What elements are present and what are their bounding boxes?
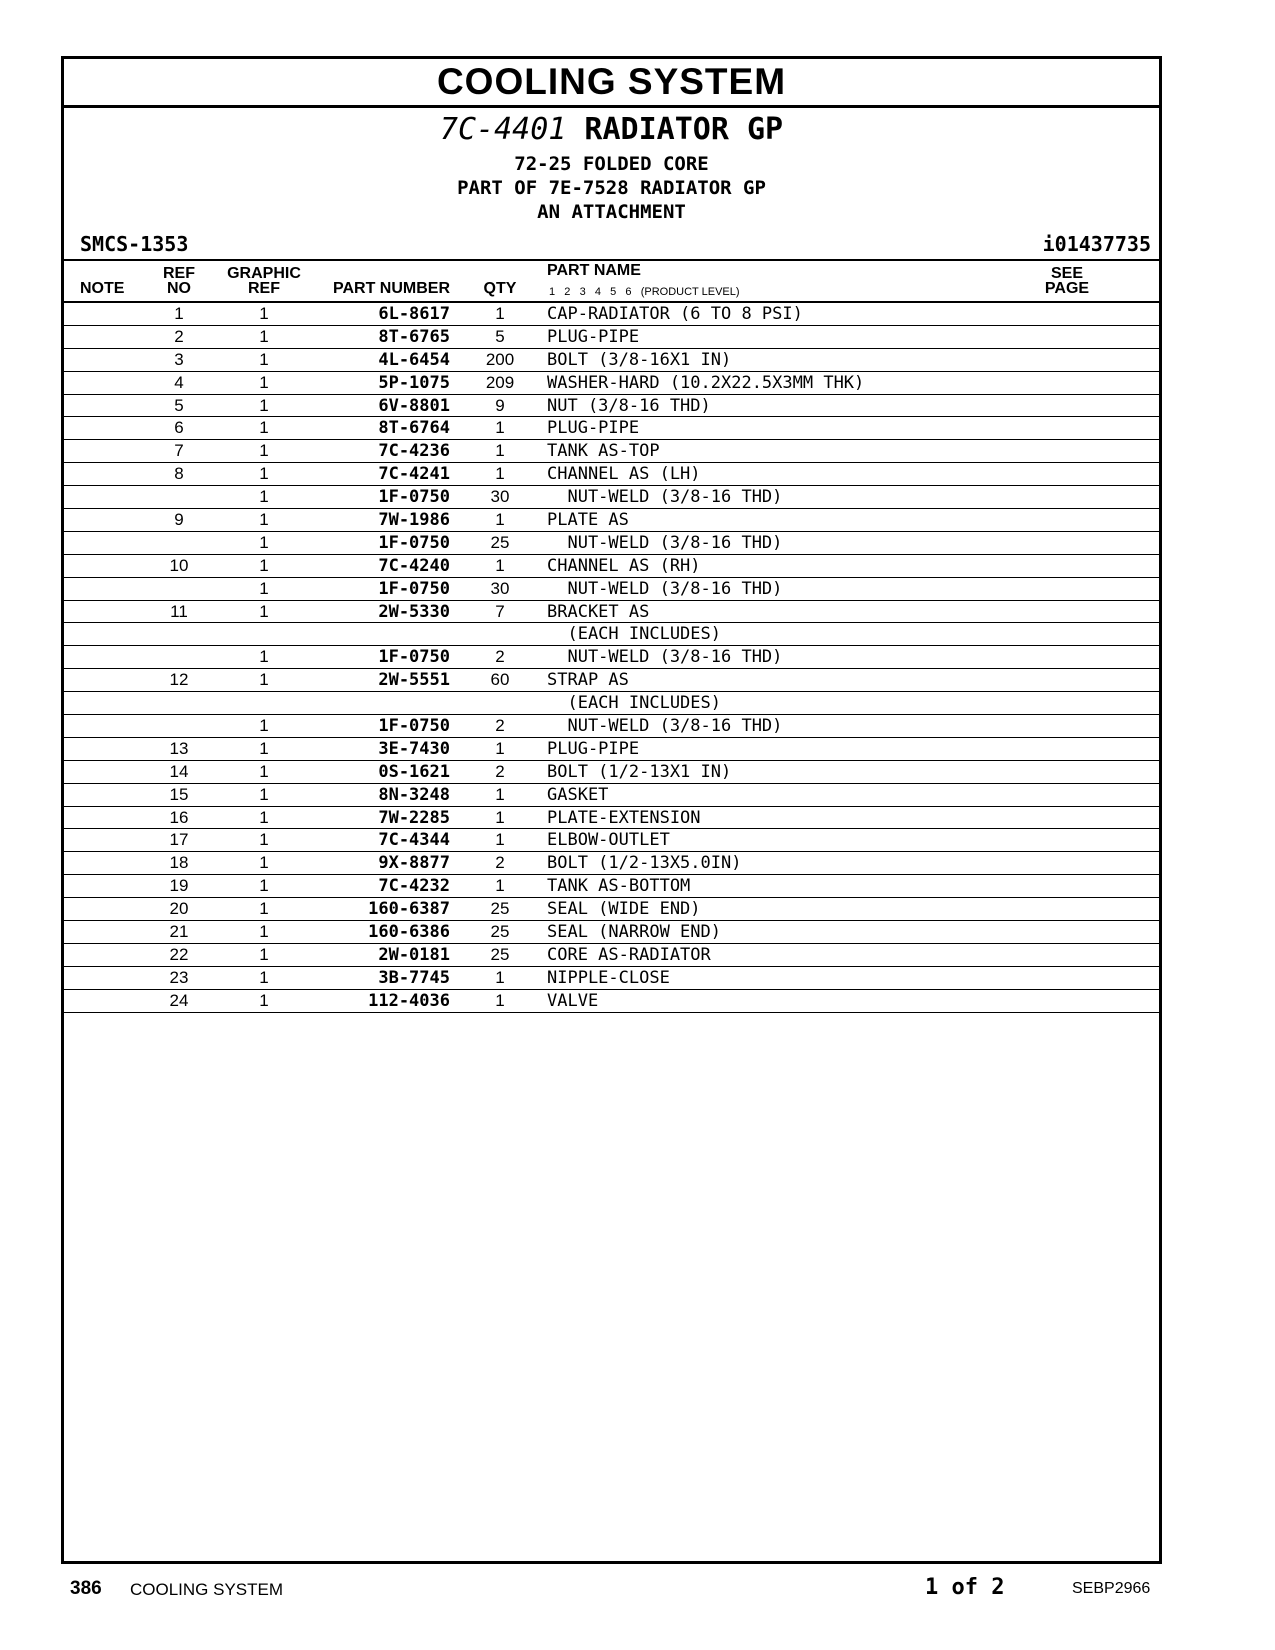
part-name-cell: NUT (3/8-16 THD) — [547, 395, 711, 416]
qty-cell: 1 — [495, 304, 505, 323]
part-number-cell: 7C-4344 — [378, 830, 450, 851]
table-row — [64, 944, 1159, 967]
part-name-cell: BOLT (1/2-13X1 IN) — [547, 761, 732, 782]
part-number-cell: 1F-0750 — [378, 487, 450, 508]
qty-cell: 60 — [490, 670, 510, 690]
ref-no-cell: 15 — [169, 784, 189, 804]
qty-cell: 2 — [495, 716, 505, 736]
graphic-ref-cell: 1 — [259, 418, 269, 438]
table-row — [64, 303, 1159, 326]
document-number: SEBP2966 — [1072, 1580, 1151, 1597]
part-name-cell: NIPPLE-CLOSE — [547, 967, 670, 988]
qty-cell: 1 — [495, 418, 505, 438]
header-see: SEE — [1050, 265, 1083, 282]
part-number-cell: 6V-8801 — [378, 395, 450, 416]
graphic-ref-cell: 1 — [259, 578, 269, 598]
qty-cell: 25 — [490, 944, 510, 964]
table-row — [64, 578, 1159, 601]
part-name-cell: TANK AS-BOTTOM — [547, 876, 691, 897]
graphic-ref-cell: 1 — [259, 464, 269, 484]
part-name-cell: TANK AS-TOP — [547, 441, 660, 462]
graphic-ref-cell: 1 — [259, 967, 269, 987]
table-row — [64, 395, 1159, 418]
ref-no-cell: 19 — [169, 876, 189, 896]
part-name-cell: PLUG-PIPE — [547, 418, 640, 439]
part-number-cell: 5P-1075 — [378, 372, 450, 393]
graphic-ref-cell: 1 — [259, 647, 269, 667]
table-row — [64, 898, 1159, 921]
part-number-cell: 2W-5551 — [378, 670, 450, 691]
ref-no-cell: 21 — [169, 922, 189, 942]
graphic-ref-cell: 1 — [259, 853, 269, 873]
header-graphic: GRAPHIC — [227, 265, 301, 282]
part-name-cell: GASKET — [547, 784, 609, 805]
part-number-cell: 7C-4241 — [378, 464, 450, 485]
ref-no-cell: 17 — [169, 830, 189, 850]
qty-cell: 1 — [495, 738, 505, 758]
part-name-cell: NUT-WELD (3/8-16 THD) — [547, 647, 783, 668]
graphic-ref-cell: 1 — [259, 349, 269, 369]
part-name-cell: BRACKET AS — [547, 601, 650, 622]
part-number-cell: 7C-4232 — [378, 876, 450, 897]
part-number-cell: 0S-1621 — [378, 761, 450, 782]
ref-no-cell: 8 — [174, 464, 184, 484]
part-number-cell: 2W-0181 — [378, 944, 450, 965]
qty-cell: 1 — [495, 876, 505, 896]
page-of-count: 1 of 2 — [925, 1575, 1005, 1600]
table-row — [64, 646, 1159, 669]
table-row — [64, 486, 1159, 509]
header-top-rule — [64, 259, 1159, 261]
table-row — [64, 738, 1159, 761]
qty-cell: 1 — [495, 464, 505, 484]
header-page: PAGE — [1044, 280, 1090, 297]
part-number-cell: 9X-8877 — [378, 853, 450, 874]
graphic-ref-cell: 1 — [259, 395, 269, 415]
part-number-cell: 3E-7430 — [378, 738, 450, 759]
table-row — [64, 807, 1159, 830]
ref-no-cell: 24 — [169, 990, 189, 1010]
part-number-cell: 7W-2285 — [378, 807, 450, 828]
subtitle-2: PART OF 7E-7528 RADIATOR GP — [457, 177, 766, 199]
qty-cell: 1 — [495, 555, 505, 575]
table-row — [64, 509, 1159, 532]
table-row — [64, 692, 1159, 715]
ref-no-cell: 11 — [170, 601, 188, 621]
graphic-ref-cell: 1 — [259, 899, 269, 919]
part-number-cell: 8N-3248 — [378, 784, 450, 805]
graphic-ref-cell: 1 — [259, 670, 269, 690]
ref-no-cell: 14 — [169, 761, 189, 781]
graphic-ref-cell: 1 — [259, 441, 269, 461]
qty-cell: 1 — [495, 990, 505, 1010]
part-name-cell: SEAL (WIDE END) — [547, 899, 701, 920]
qty-cell: 9 — [495, 395, 505, 415]
ref-no-cell: 2 — [174, 326, 184, 346]
part-name-cell: BOLT (3/8-16X1 IN) — [547, 349, 732, 370]
graphic-ref-cell: 1 — [259, 532, 269, 552]
part-name-cell: NUT-WELD (3/8-16 THD) — [547, 578, 783, 599]
part-number-cell: 7C-4240 — [378, 555, 450, 576]
part-name-cell: WASHER-HARD (10.2X22.5X3MM THK) — [547, 372, 865, 393]
parts-page-frame — [61, 56, 1162, 1564]
graphic-ref-cell: 1 — [259, 555, 269, 575]
part-name-cell: CHANNEL AS (LH) — [547, 464, 701, 485]
qty-cell: 30 — [490, 487, 510, 507]
table-row — [64, 761, 1159, 784]
section-title: COOLING SYSTEM — [64, 59, 1159, 108]
graphic-ref-cell: 1 — [259, 784, 269, 804]
table-row — [64, 715, 1159, 738]
part-name-cell: PLATE-EXTENSION — [547, 807, 701, 828]
table-row — [64, 463, 1159, 486]
qty-cell: 2 — [495, 853, 505, 873]
smcs-code: SMCS-1353 — [80, 232, 189, 256]
table-row — [64, 852, 1159, 875]
part-name-cell: VALVE — [547, 990, 599, 1011]
graphic-ref-cell: 1 — [259, 761, 269, 781]
header-qty: QTY — [483, 280, 517, 297]
part-number-cell: 160-6387 — [368, 899, 450, 920]
graphic-ref-cell: 1 — [259, 601, 269, 621]
graphic-ref-cell: 1 — [259, 372, 269, 392]
parts-list — [64, 303, 1159, 1013]
table-row — [64, 990, 1159, 1013]
graphic-ref-cell: 1 — [259, 876, 269, 896]
part-number-cell: 2W-5330 — [378, 601, 450, 622]
part-number-cell: 160-6386 — [368, 922, 450, 943]
group-name: RADIATOR GP — [584, 112, 784, 147]
header-part-number: PART NUMBER — [332, 280, 450, 297]
qty-cell: 25 — [490, 532, 510, 552]
part-name-cell: CORE AS-RADIATOR — [547, 944, 711, 965]
graphic-ref-cell: 1 — [259, 830, 269, 850]
graphic-ref-cell: 1 — [259, 326, 269, 346]
header-graphic-ref: REF — [248, 280, 280, 297]
part-number-cell: 112-4036 — [368, 990, 450, 1011]
ref-no-cell: 18 — [169, 853, 189, 873]
ref-no-cell: 23 — [169, 967, 189, 987]
part-name-cell: NUT-WELD (3/8-16 THD) — [547, 716, 783, 737]
qty-cell: 2 — [495, 647, 505, 667]
qty-cell: 209 — [485, 372, 515, 392]
qty-cell: 1 — [495, 967, 505, 987]
table-row — [64, 417, 1159, 440]
ref-no-cell: 12 — [169, 670, 189, 690]
header-note: NOTE — [80, 280, 125, 297]
part-number-cell: 8T-6765 — [378, 326, 450, 347]
part-name-cell: PLUG-PIPE — [547, 738, 640, 759]
table-row — [64, 669, 1159, 692]
table-row — [64, 623, 1159, 646]
page-section-name: COOLING SYSTEM — [130, 1580, 284, 1599]
graphic-ref-cell: 1 — [259, 807, 269, 827]
ref-no-cell: 13 — [169, 738, 189, 758]
group-number: 7C-4401 — [439, 112, 567, 147]
part-number-cell: 7C-4236 — [378, 441, 450, 462]
part-name-cell: (EACH INCLUDES) — [547, 624, 721, 645]
qty-cell: 25 — [490, 922, 510, 942]
part-name-cell: NUT-WELD (3/8-16 THD) — [547, 532, 783, 553]
qty-cell: 1 — [495, 510, 505, 530]
ref-no-cell: 1 — [174, 304, 184, 323]
subtitle-3: AN ATTACHMENT — [537, 201, 686, 223]
ref-no-cell: 3 — [174, 349, 184, 369]
table-row — [64, 555, 1159, 578]
qty-cell: 2 — [495, 761, 505, 781]
ref-no-cell: 10 — [169, 555, 189, 575]
table-row — [64, 875, 1159, 898]
qty-cell: 1 — [495, 807, 505, 827]
part-number-cell: 7W-1986 — [378, 510, 450, 531]
part-name-cell: STRAP AS — [547, 670, 629, 691]
illustration-id: i01437735 — [1042, 232, 1151, 256]
group-title — [64, 111, 1159, 149]
part-number-cell: 6L-8617 — [378, 304, 450, 324]
part-name-cell: NUT-WELD (3/8-16 THD) — [547, 487, 783, 508]
table-row — [64, 349, 1159, 372]
qty-cell: 200 — [485, 349, 515, 369]
ref-no-cell: 16 — [169, 807, 189, 827]
part-name-cell: (EACH INCLUDES) — [547, 693, 721, 714]
part-number-cell: 1F-0750 — [378, 716, 450, 737]
qty-cell: 25 — [490, 899, 510, 919]
page-number: 386 — [70, 1578, 102, 1599]
table-row — [64, 921, 1159, 944]
graphic-ref-cell: 1 — [259, 716, 269, 736]
part-number-cell: 1F-0750 — [378, 532, 450, 553]
qty-cell: 1 — [495, 784, 505, 804]
part-name-cell: CHANNEL AS (RH) — [547, 555, 701, 576]
part-number-cell: 1F-0750 — [378, 578, 450, 599]
qty-cell: 7 — [495, 601, 505, 621]
table-row — [64, 784, 1159, 807]
part-name-cell: BOLT (1/2-13X5.0IN) — [547, 853, 742, 874]
header-product-level: 1 2 3 4 5 6 (PRODUCT LEVEL) — [549, 286, 740, 298]
qty-cell: 1 — [495, 830, 505, 850]
table-row — [64, 440, 1159, 463]
header-part-name: PART NAME — [547, 262, 641, 279]
table-row — [64, 372, 1159, 395]
qty-cell: 5 — [495, 326, 505, 346]
header-ref: REF — [163, 265, 195, 282]
table-row — [64, 532, 1159, 555]
subtitle-1: 72-25 FOLDED CORE — [514, 153, 709, 175]
graphic-ref-cell: 1 — [259, 510, 269, 530]
part-name-cell: PLATE AS — [547, 510, 629, 531]
graphic-ref-cell: 1 — [259, 944, 269, 964]
table-row — [64, 829, 1159, 852]
qty-cell: 1 — [495, 441, 505, 461]
part-number-cell: 1F-0750 — [378, 647, 450, 668]
table-row — [64, 326, 1159, 349]
graphic-ref-cell: 1 — [259, 990, 269, 1010]
part-name-cell: PLUG-PIPE — [547, 326, 640, 347]
ref-no-cell: 5 — [174, 395, 184, 415]
qty-cell: 30 — [490, 578, 510, 598]
graphic-ref-cell: 1 — [259, 922, 269, 942]
part-number-cell: 4L-6454 — [378, 349, 450, 370]
part-number-cell: 3B-7745 — [378, 967, 450, 988]
table-row — [64, 967, 1159, 990]
graphic-ref-cell: 1 — [259, 738, 269, 758]
part-name-cell: CAP-RADIATOR (6 TO 8 PSI) — [547, 304, 803, 324]
part-name-cell: ELBOW-OUTLET — [547, 830, 670, 851]
ref-no-cell: 6 — [174, 418, 184, 438]
part-name-cell: SEAL (NARROW END) — [547, 922, 721, 943]
graphic-ref-cell: 1 — [259, 304, 269, 323]
part-number-cell: 8T-6764 — [378, 418, 450, 439]
ref-no-cell: 22 — [169, 944, 189, 964]
ref-no-cell: 4 — [174, 372, 184, 392]
ref-no-cell: 9 — [174, 510, 184, 530]
ref-no-cell: 7 — [174, 441, 184, 461]
ref-no-cell: 20 — [169, 899, 189, 919]
header-no: NO — [167, 280, 191, 297]
table-row — [64, 601, 1159, 624]
graphic-ref-cell: 1 — [259, 487, 269, 507]
